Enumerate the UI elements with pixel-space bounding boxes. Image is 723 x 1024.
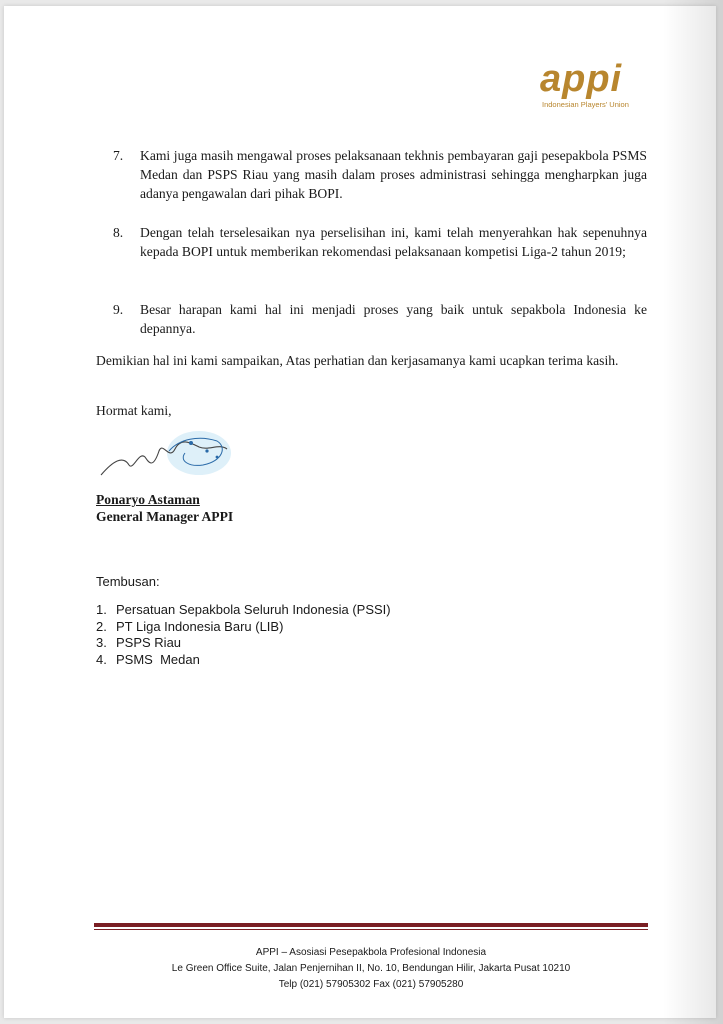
cc-number: 2. [96,618,107,634]
footer-rule-thick [94,923,648,927]
cc-text: PSPS Riau [116,635,182,650]
logo-tagline: Indonesian Players' Union [542,100,629,109]
appi-logo [540,60,650,116]
footer-address-line: Le Green Office Suite, Jalan Penjernihan II, No. 10, Bendungan Hilir, Jakarta Pusat 10210 [171,963,571,974]
cc-label: Tembusan: [96,574,160,589]
signatory-title: General Manager APPI [96,509,234,524]
footer-org-name: APPI – Asosiasi Pesepakbola Profesional Indonesia [255,947,487,958]
cc-text: PSMS Medan [116,651,200,667]
logo-wordmark: appi [540,58,623,100]
cc-list [96,602,391,668]
letter-page [4,6,716,1018]
item-text: Dengan telah terselesaikan nya perselisihan ini, kami telah menyerahkan hak sepenuhnya kepada BOPI untuk memberikan rekomendasi pelaksanaan kompetisi Liga-2 tahun 2019; [140,225,647,259]
item-text: Kami juga masih mengawal proses pelaksanaan tekhnis pembayaran gaji pesepakbola PSMS Medan dan PSPS Riau yang masih dalam proses administrasi sehingga mengharpkan juga adanya pengawalan dari pihak BOPI. [140,148,647,201]
cc-text: PT Liga Indonesia Baru (LIB) [116,618,284,634]
signature-image [99,421,239,483]
item-number: 9. [113,302,124,317]
item-number: 7. [113,148,124,163]
list-item-7 [113,146,647,203]
cc-number: 1. [96,602,107,617]
closing-paragraph: Demikian hal ini kami sampaikan, Atas perhatian dan kerjasamanya kami ucapkan terima kasih. [96,353,619,368]
greeting: Hormat kami, [96,403,172,418]
cc-item [96,635,391,652]
cc-number: 4. [96,651,107,667]
footer-address [94,945,648,993]
item-text: Besar harapan kami hal ini menjadi proses yang baik untuk sepakbola Indonesia ke depannya. [140,302,647,336]
cc-item [96,652,391,669]
cc-number: 3. [96,635,107,650]
footer-contact-line: Telp (021) 57905302 Fax (021) 57905280 [278,979,464,990]
cc-item [96,602,391,619]
footer-rule-thin [94,929,648,930]
list-item-9 [113,300,647,338]
cc-text: Persatuan Sepakbola Seluruh Indonesia (PSSI) [116,602,391,617]
signatory-name: Ponaryo Astaman [96,492,200,507]
cc-item [96,619,391,636]
list-item-8 [113,223,647,261]
item-number: 8. [113,225,124,240]
